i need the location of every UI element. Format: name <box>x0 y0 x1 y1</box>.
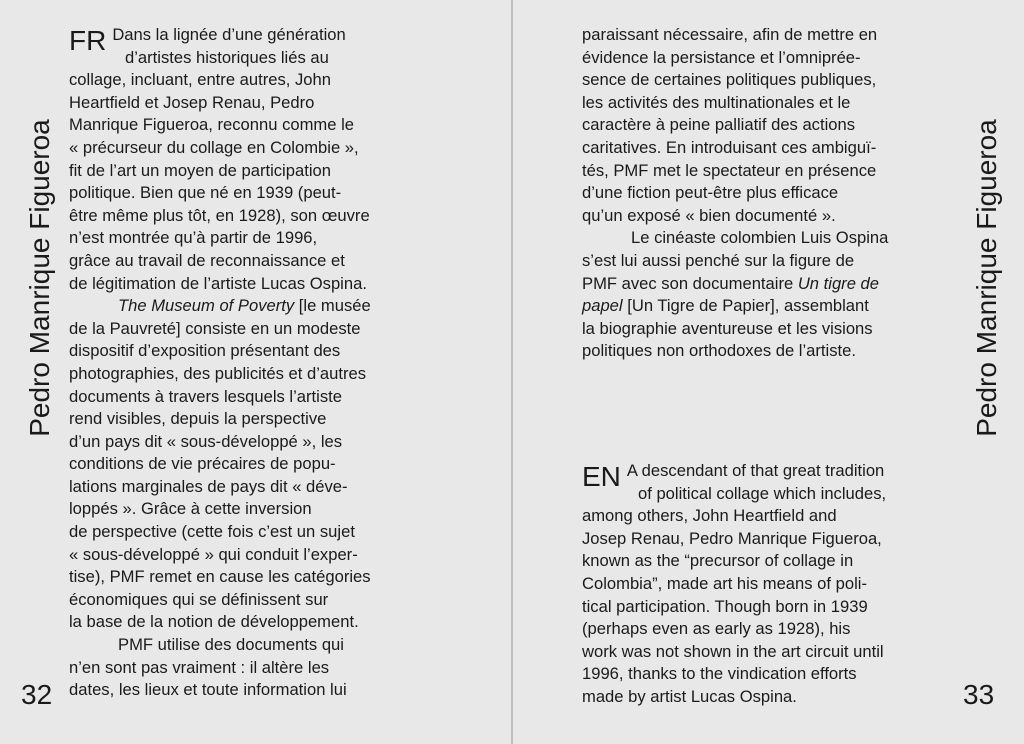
text-line: caritatives. En introduisant ces ambiguï- <box>582 137 877 157</box>
text-line: loppés ». Grâce à cette inversion <box>69 499 312 519</box>
text-line: tical participation. Though born in 1939 <box>582 596 868 616</box>
text-line: « précurseur du collage en Colombie », <box>69 137 359 157</box>
text-fragment: PMF avec son documentaire <box>582 273 798 293</box>
text-line: la biographie aventureuse et les visions <box>582 318 873 338</box>
text-fragment: [le musée <box>294 296 371 316</box>
text-line: dispositif d’exposition présentant des <box>69 341 341 361</box>
text-line: s’est lui aussi penché sur la figure de <box>582 250 855 270</box>
text-line: tise), PMF remet en cause les catégories <box>69 567 371 587</box>
lead-line: of political collage which includes, <box>638 483 887 503</box>
text-line: sence de certaines politiques publiques, <box>582 70 877 90</box>
text-line: paraissant nécessaire, afin de mettre en <box>582 25 878 44</box>
language-tag-en: EN <box>582 461 621 492</box>
text-line: documents à travers lesquels l’artiste <box>69 386 342 406</box>
text-line: grâce au travail de reconnaissance et <box>69 250 345 270</box>
text-line: de perspective (cette fois c’est un sujet <box>69 522 355 542</box>
text-line: Josep Renau, Pedro Manrique Figueroa, <box>582 528 882 548</box>
film-title-italic: papel <box>582 296 623 316</box>
french-text-column-left <box>69 24 447 702</box>
text-line: conditions de vie précaires de popu- <box>69 454 336 474</box>
text-line: n’est montrée qu’à partir de 1996, <box>69 228 318 248</box>
text-line: Le cinéaste colombien Luis Ospina <box>631 228 889 248</box>
paragraph-continuation <box>582 24 960 227</box>
work-title-italic: The Museum of Poverty <box>118 296 295 316</box>
running-title-left: Pedro Manrique Figueroa <box>24 119 55 437</box>
text-line: Heartfield et Josep Renau, Pedro <box>69 92 315 112</box>
text-line: politique. Bien que né en 1939 (peut- <box>69 183 342 203</box>
text-line: work was not shown in the art circuit until <box>582 641 884 661</box>
text-line: d’une fiction peut-être plus efficace <box>582 183 839 203</box>
lead-line: d’artistes historiques liés au <box>125 47 329 67</box>
text-line: among others, John Heartfield and <box>582 506 837 526</box>
text-line: de légitimation de l’artiste Lucas Ospina. <box>69 273 367 293</box>
text-line: Manrique Figueroa, reconnu comme le <box>69 115 355 135</box>
paragraph-museum-of-poverty <box>69 295 447 634</box>
english-text-column <box>582 460 960 709</box>
text-line: « sous-développé » qui conduit l’exper- <box>69 544 358 564</box>
paragraph-pmf-documents <box>69 634 447 702</box>
text-line: known as the “precursor of collage in <box>582 551 854 571</box>
text-line: n’en sont pas vraiment : il altère les <box>69 657 330 677</box>
text-line: tés, PMF met le spectateur en présence <box>582 160 877 180</box>
running-title-right: Pedro Manrique Figueroa <box>971 119 1002 437</box>
paragraph-luis-ospina <box>582 227 960 363</box>
text-line: lations marginales de pays dit « déve- <box>69 476 348 496</box>
right-page <box>513 0 1024 744</box>
text-line: 1996, thanks to the vindication efforts <box>582 664 857 684</box>
text-line: caractère à peine palliatif des actions <box>582 115 856 135</box>
language-tag-fr: FR <box>69 25 107 56</box>
text-line: la base de la notion de développement. <box>69 612 359 632</box>
text-line: d’un pays dit « sous-développé », les <box>69 431 343 451</box>
text-line: PMF utilise des documents qui <box>118 635 344 655</box>
text-line: photographies, des publicités et d’autres <box>69 363 367 383</box>
text-line: made by artist Lucas Ospina. <box>582 686 797 706</box>
text-line: collage, incluant, entre autres, John <box>69 70 331 90</box>
lead-line: A descendant of that great tradition <box>626 461 885 480</box>
film-title-italic: Un tigre de <box>797 273 879 293</box>
text-fragment: [Un Tigre de Papier], assemblant <box>622 296 869 316</box>
text-line: rend visibles, depuis la perspective <box>69 409 327 429</box>
text-line <box>582 273 960 296</box>
text-line <box>69 295 447 318</box>
text-line: être même plus tôt, en 1928), son œuvre <box>69 205 370 225</box>
text-line <box>582 295 960 318</box>
text-line: de la Pauvreté] consiste en un modeste <box>69 318 361 338</box>
text-line: évidence la persistance et l’omniprée- <box>582 47 861 67</box>
left-page <box>0 0 511 744</box>
page-number-right: 33 <box>963 679 995 710</box>
text-line: fit de l’art un moyen de participation <box>69 160 331 180</box>
text-line: politiques non orthodoxes de l’artiste. <box>582 341 856 361</box>
text-line: Colombia”, made art his means of poli- <box>582 573 867 593</box>
text-line: (perhaps even as early as 1928), his <box>582 619 851 639</box>
text-line: les activités des multinationales et le <box>582 92 851 112</box>
french-text-column-right <box>582 24 960 363</box>
text-line: dates, les lieux et toute information lui <box>69 680 347 700</box>
paragraph-intro <box>69 69 447 295</box>
text-line: qu’un exposé « bien documenté ». <box>582 205 836 225</box>
page-number-left: 32 <box>21 679 53 710</box>
text-line: économiques qui se définissent sur <box>69 589 329 609</box>
lead-line: Dans la lignée d’une génération <box>112 25 346 44</box>
